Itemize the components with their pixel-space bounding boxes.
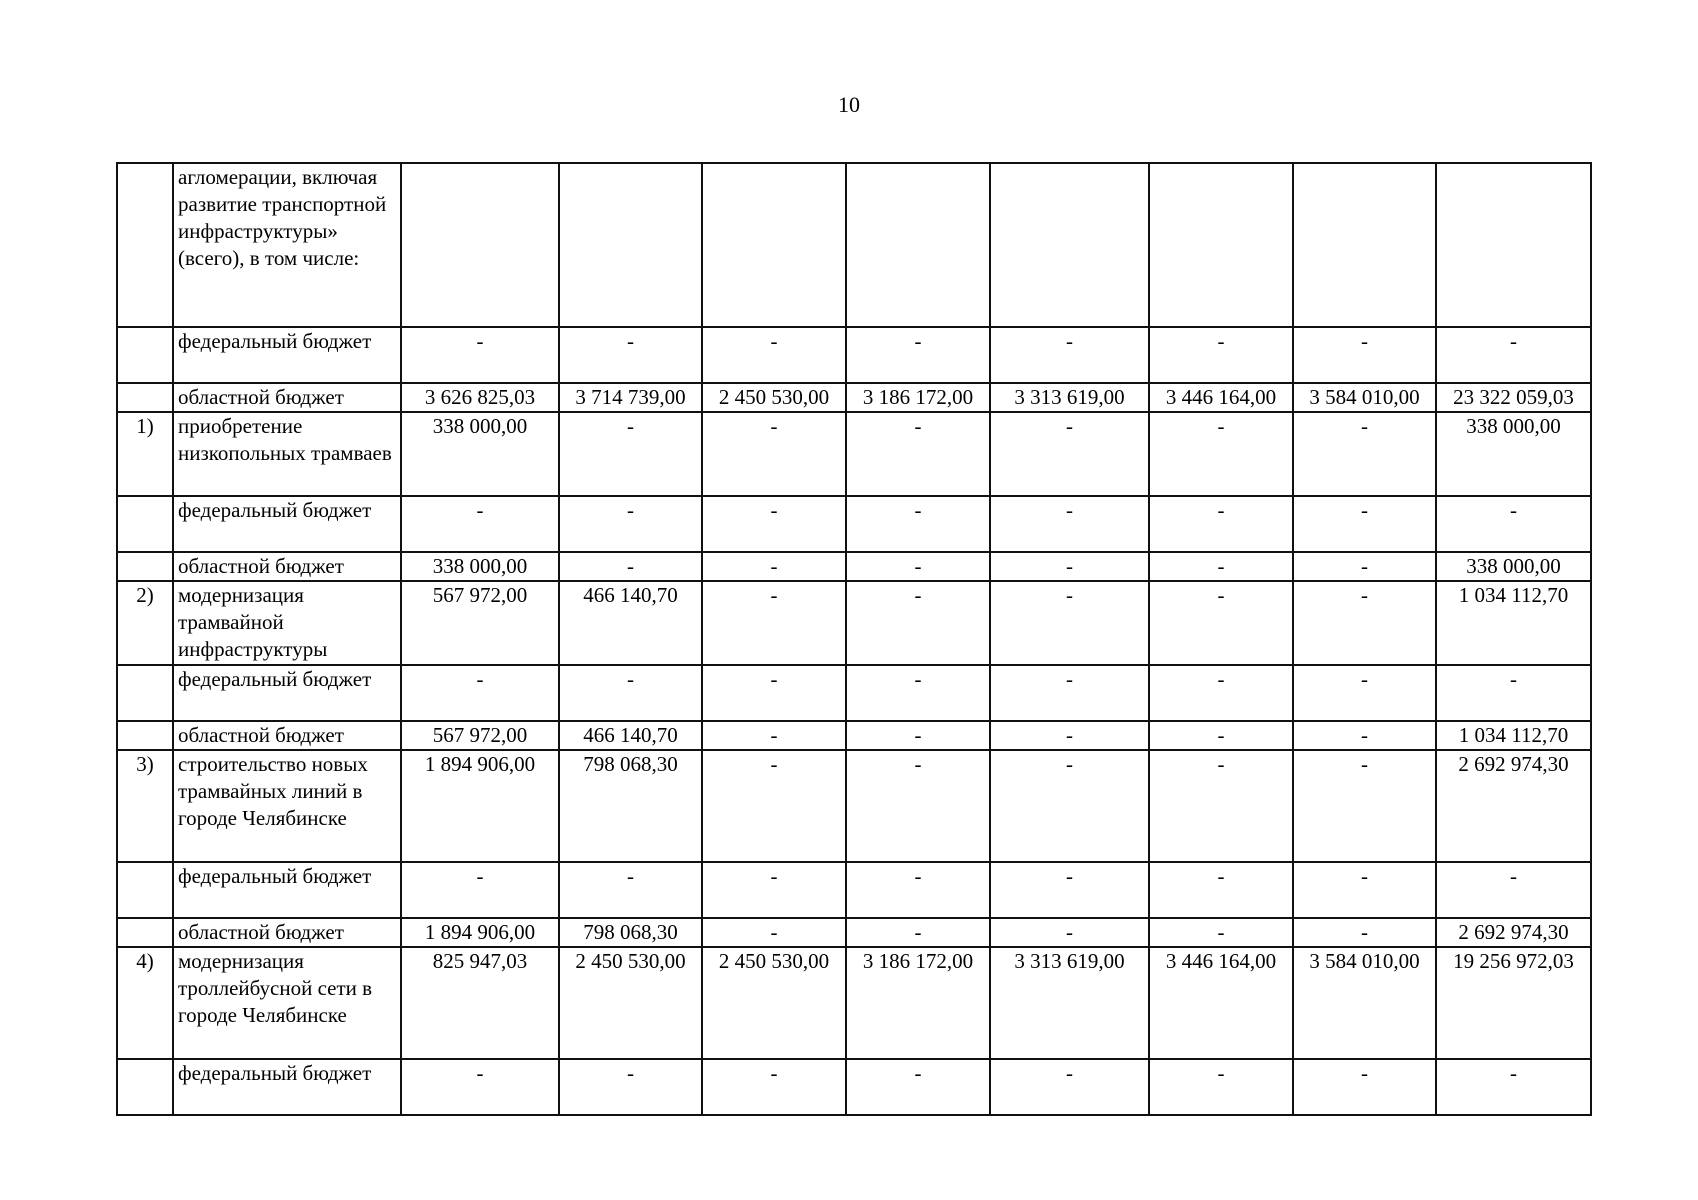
row-name-cell: модернизация троллейбусной сети в городе Челябинске	[173, 947, 401, 1059]
total-value-cell: -	[1436, 1059, 1591, 1115]
row-number-cell: 1)	[117, 412, 173, 496]
value-cell: -	[702, 665, 846, 721]
value-cell: -	[846, 721, 990, 750]
value-cell: 3 186 172,00	[846, 383, 990, 412]
value-cell: -	[846, 665, 990, 721]
value-cell: -	[1149, 552, 1293, 581]
value-cell: 3 584 010,00	[1293, 383, 1436, 412]
table-row	[117, 327, 1591, 383]
value-cell: -	[1149, 496, 1293, 552]
value-cell: -	[559, 412, 702, 496]
budget-table	[116, 162, 1592, 1116]
total-value-cell	[1436, 163, 1591, 327]
value-cell: -	[559, 1059, 702, 1115]
table-row	[117, 581, 1591, 665]
total-value-cell: 338 000,00	[1436, 552, 1591, 581]
value-cell: -	[846, 918, 990, 947]
row-number-cell	[117, 383, 173, 412]
row-name-cell: федеральный бюджет	[173, 862, 401, 918]
value-cell: -	[990, 327, 1149, 383]
value-cell: -	[1149, 1059, 1293, 1115]
table-row	[117, 1059, 1591, 1115]
value-cell: 3 186 172,00	[846, 947, 990, 1059]
value-cell: 1 894 906,00	[401, 750, 559, 862]
row-name-cell: областной бюджет	[173, 721, 401, 750]
row-number-cell	[117, 496, 173, 552]
value-cell: -	[559, 552, 702, 581]
table-row	[117, 862, 1591, 918]
value-cell: 3 584 010,00	[1293, 947, 1436, 1059]
row-number-cell	[117, 862, 173, 918]
value-cell: 466 140,70	[559, 721, 702, 750]
value-cell	[559, 163, 702, 327]
total-value-cell: -	[1436, 665, 1591, 721]
value-cell: 2 450 530,00	[702, 383, 846, 412]
value-cell: -	[401, 665, 559, 721]
row-number-cell	[117, 665, 173, 721]
value-cell: -	[846, 750, 990, 862]
total-value-cell: 1 034 112,70	[1436, 581, 1591, 665]
value-cell	[1293, 163, 1436, 327]
value-cell: -	[1149, 665, 1293, 721]
value-cell: -	[702, 1059, 846, 1115]
value-cell: -	[990, 721, 1149, 750]
value-cell: -	[1149, 412, 1293, 496]
row-number-cell: 2)	[117, 581, 173, 665]
value-cell	[702, 163, 846, 327]
value-cell: -	[401, 1059, 559, 1115]
value-cell: -	[1149, 327, 1293, 383]
value-cell: -	[846, 327, 990, 383]
value-cell: -	[702, 412, 846, 496]
value-cell: 3 313 619,00	[990, 947, 1149, 1059]
value-cell: -	[990, 581, 1149, 665]
row-number-cell	[117, 552, 173, 581]
value-cell: 3 446 164,00	[1149, 383, 1293, 412]
value-cell: -	[1293, 552, 1436, 581]
total-value-cell: 2 692 974,30	[1436, 750, 1591, 862]
value-cell: -	[1293, 327, 1436, 383]
value-cell: -	[846, 581, 990, 665]
row-name-cell: федеральный бюджет	[173, 327, 401, 383]
row-number-cell: 4)	[117, 947, 173, 1059]
row-name-cell: областной бюджет	[173, 918, 401, 947]
value-cell: -	[702, 721, 846, 750]
value-cell: -	[846, 496, 990, 552]
value-cell	[846, 163, 990, 327]
value-cell: -	[1293, 721, 1436, 750]
value-cell: -	[1149, 918, 1293, 947]
row-number-cell	[117, 1059, 173, 1115]
table-row	[117, 383, 1591, 412]
table-row	[117, 163, 1591, 327]
value-cell: -	[990, 750, 1149, 862]
value-cell: -	[702, 327, 846, 383]
row-number-cell	[117, 163, 173, 327]
table-row	[117, 918, 1591, 947]
value-cell: -	[846, 552, 990, 581]
value-cell: -	[846, 862, 990, 918]
value-cell: 825 947,03	[401, 947, 559, 1059]
value-cell: -	[702, 862, 846, 918]
total-value-cell: 2 692 974,30	[1436, 918, 1591, 947]
value-cell: -	[990, 862, 1149, 918]
value-cell: -	[1149, 862, 1293, 918]
total-value-cell: -	[1436, 496, 1591, 552]
value-cell: -	[559, 496, 702, 552]
row-name-cell: агломерации, включая развитие транспортной инфраструктуры» (всего), в том числе:	[173, 163, 401, 327]
value-cell: -	[702, 918, 846, 947]
value-cell: 798 068,30	[559, 918, 702, 947]
value-cell: -	[990, 1059, 1149, 1115]
row-number-cell	[117, 721, 173, 750]
page-number: 10	[838, 92, 860, 117]
value-cell: 3 313 619,00	[990, 383, 1149, 412]
value-cell: 3 626 825,03	[401, 383, 559, 412]
value-cell: -	[559, 327, 702, 383]
value-cell: 3 446 164,00	[1149, 947, 1293, 1059]
value-cell: -	[702, 750, 846, 862]
value-cell: -	[1293, 496, 1436, 552]
value-cell: 1 894 906,00	[401, 918, 559, 947]
row-name-cell: федеральный бюджет	[173, 665, 401, 721]
value-cell: -	[401, 327, 559, 383]
value-cell: -	[702, 581, 846, 665]
row-name-cell: федеральный бюджет	[173, 1059, 401, 1115]
value-cell: -	[559, 862, 702, 918]
value-cell: -	[1293, 862, 1436, 918]
row-number-cell	[117, 327, 173, 383]
value-cell: -	[846, 412, 990, 496]
row-name-cell: приобретение низкопольных трамваев	[173, 412, 401, 496]
table-row	[117, 665, 1591, 721]
value-cell: -	[702, 496, 846, 552]
value-cell: -	[401, 496, 559, 552]
value-cell: -	[1149, 581, 1293, 665]
value-cell: -	[1293, 918, 1436, 947]
row-number-cell	[117, 918, 173, 947]
table-row	[117, 552, 1591, 581]
total-value-cell: -	[1436, 327, 1591, 383]
value-cell: 798 068,30	[559, 750, 702, 862]
value-cell: 2 450 530,00	[702, 947, 846, 1059]
value-cell: -	[1293, 412, 1436, 496]
value-cell: -	[1293, 581, 1436, 665]
value-cell: -	[702, 552, 846, 581]
value-cell: -	[990, 496, 1149, 552]
table-row	[117, 750, 1591, 862]
value-cell: 567 972,00	[401, 721, 559, 750]
value-cell: 338 000,00	[401, 412, 559, 496]
value-cell	[1149, 163, 1293, 327]
value-cell	[990, 163, 1149, 327]
value-cell: -	[846, 1059, 990, 1115]
row-name-cell: строительство новых трамвайных линий в городе Челябинске	[173, 750, 401, 862]
row-name-cell: областной бюджет	[173, 552, 401, 581]
row-name-cell: модернизация трамвайной инфраструктуры	[173, 581, 401, 665]
row-name-cell: федеральный бюджет	[173, 496, 401, 552]
total-value-cell: 1 034 112,70	[1436, 721, 1591, 750]
value-cell: 3 714 739,00	[559, 383, 702, 412]
total-value-cell: -	[1436, 862, 1591, 918]
table-row	[117, 412, 1591, 496]
budget-table-body	[117, 163, 1591, 1115]
table-row	[117, 947, 1591, 1059]
value-cell: -	[990, 665, 1149, 721]
value-cell: -	[1293, 1059, 1436, 1115]
value-cell: 466 140,70	[559, 581, 702, 665]
value-cell: -	[1149, 750, 1293, 862]
value-cell	[401, 163, 559, 327]
value-cell: 567 972,00	[401, 581, 559, 665]
table-row	[117, 496, 1591, 552]
value-cell: 2 450 530,00	[559, 947, 702, 1059]
total-value-cell: 23 322 059,03	[1436, 383, 1591, 412]
value-cell: -	[1149, 721, 1293, 750]
value-cell: -	[559, 665, 702, 721]
total-value-cell: 338 000,00	[1436, 412, 1591, 496]
total-value-cell: 19 256 972,03	[1436, 947, 1591, 1059]
value-cell: -	[990, 412, 1149, 496]
value-cell: 338 000,00	[401, 552, 559, 581]
table-row	[117, 721, 1591, 750]
value-cell: -	[990, 552, 1149, 581]
value-cell: -	[1293, 665, 1436, 721]
value-cell: -	[401, 862, 559, 918]
row-name-cell: областной бюджет	[173, 383, 401, 412]
row-number-cell: 3)	[117, 750, 173, 862]
value-cell: -	[1293, 750, 1436, 862]
value-cell: -	[990, 918, 1149, 947]
